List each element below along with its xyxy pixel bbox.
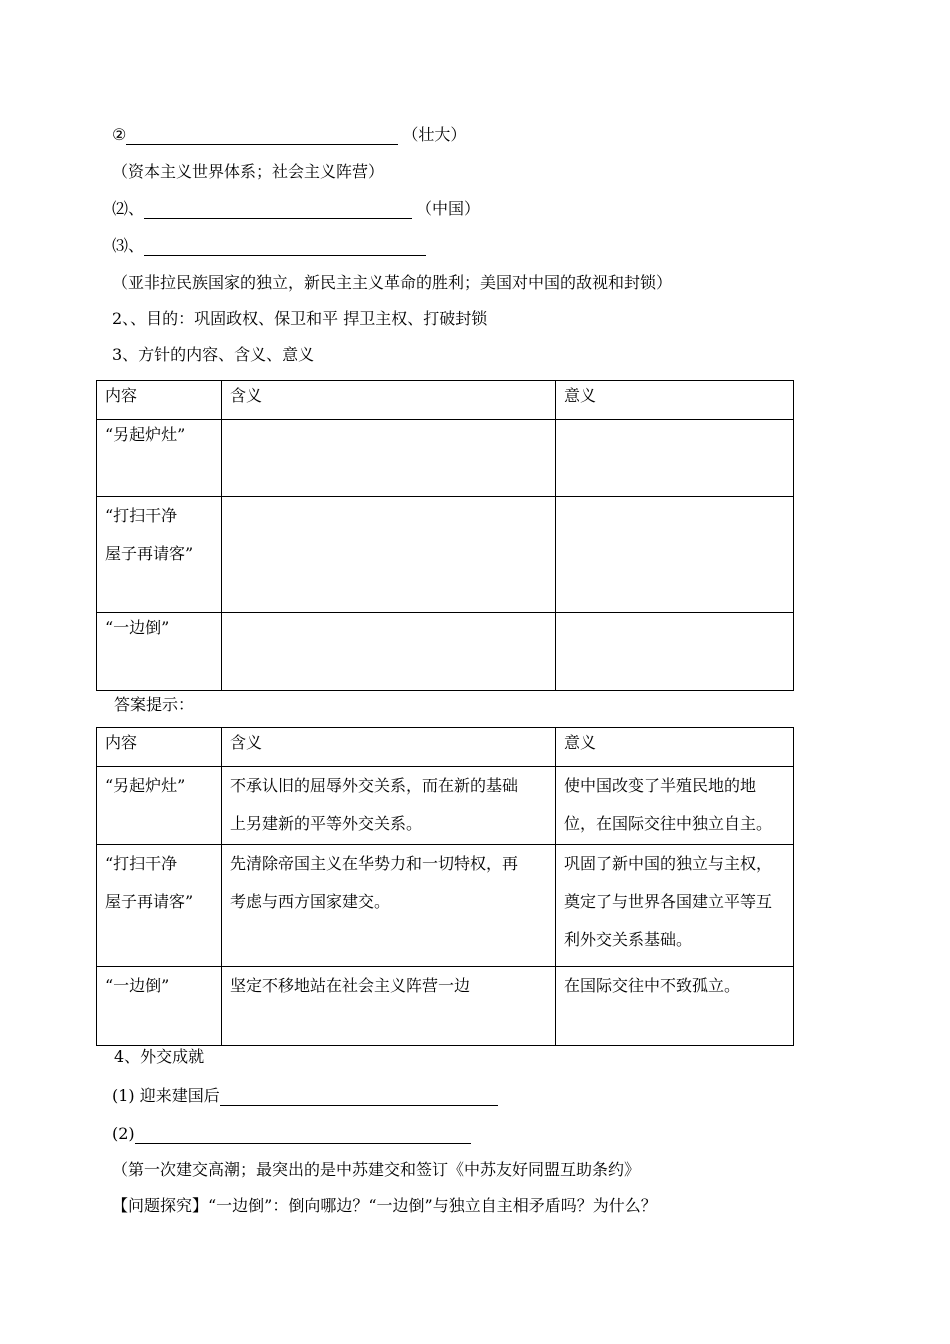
table1-header-content: 内容 <box>97 381 222 420</box>
policy-table-blank <box>96 380 794 691</box>
achievement-item-1-prefix: (1) 迎来建国后 <box>112 1086 220 1105</box>
table2-row2-content-l2: 屋子再请客” <box>105 892 194 911</box>
line-5 <box>112 273 672 293</box>
table2-row1-significance-l1: 使中国改变了半殖民地的地 <box>564 776 757 795</box>
achievements-note <box>112 1160 640 1180</box>
table1-row2-meaning-cell[interactable] <box>222 497 556 613</box>
line-2 <box>112 162 384 182</box>
table2-row3-significance <box>556 967 794 1046</box>
fill-blank-5[interactable] <box>135 1127 471 1144</box>
answer-hint-text: 答案提示： <box>114 695 195 714</box>
fill-blank-3[interactable] <box>144 239 426 256</box>
question-explore <box>112 1196 657 1216</box>
fill-blank-4[interactable] <box>220 1089 498 1106</box>
table2-row1-significance <box>556 767 794 845</box>
table2-row3-significance-text: 在国际交往中不致孤立。 <box>564 976 741 995</box>
achievements-title <box>114 1047 204 1067</box>
table2-header-content: 内容 <box>97 728 222 767</box>
table1-header-meaning: 含义 <box>222 381 556 420</box>
line-1-suffix: （壮大） <box>402 125 467 144</box>
table2-row1-content <box>97 767 222 845</box>
table2-row2-content <box>97 845 222 967</box>
achievements-title-text: 4、外交成就 <box>114 1047 205 1066</box>
question-explore-text: 【问题探究】“一边倒”：倒向哪边？“一边倒”与独立自主相矛盾吗？为什么？ <box>112 1196 657 1215</box>
line-6-text: 2、、目的：巩固政权、保卫和平 捍卫主权、打破封锁 <box>112 309 488 328</box>
table2-row3-content-text: “一边倒” <box>105 976 170 995</box>
table2-header-significance: 意义 <box>556 728 794 767</box>
achievement-item-2-prefix: (2) <box>112 1124 135 1143</box>
table2-header-meaning: 含义 <box>222 728 556 767</box>
table2-row2-significance <box>556 845 794 967</box>
fill-blank-1[interactable] <box>126 128 398 145</box>
table1-row2-content <box>97 497 222 613</box>
achievement-item-2 <box>112 1124 471 1144</box>
line-7 <box>112 345 314 365</box>
table1-row2-significance-cell[interactable] <box>556 497 794 613</box>
table2-row2-meaning <box>222 845 556 967</box>
table2-row2-significance-l3: 利外交关系基础。 <box>564 930 693 949</box>
line-3 <box>112 199 480 219</box>
table2-row2-significance-l1: 巩固了新中国的独立与主权， <box>564 854 773 873</box>
table1-row3-significance-cell[interactable] <box>556 613 794 691</box>
line-1 <box>112 125 466 145</box>
table2-row2-significance-l2: 奠定了与世界各国建立平等互 <box>564 892 773 911</box>
table2-row2-content-l1: “打扫干净 <box>105 854 178 873</box>
table2-row3-meaning-text: 坚定不移地站在社会主义阵营一边 <box>230 976 471 995</box>
table1-row1-meaning-cell[interactable] <box>222 420 556 497</box>
line-1-prefix: ② <box>112 125 127 144</box>
table1-row1-significance-cell[interactable] <box>556 420 794 497</box>
table2-row2-meaning-l1: 先清除帝国主义在华势力和一切特权，再 <box>230 854 519 873</box>
table2-row3-meaning <box>222 967 556 1046</box>
line-3-suffix: （中国） <box>416 199 481 218</box>
achievements-note-text: （第一次建交高潮；最突出的是中苏建交和签订《中苏友好同盟互助条约》 <box>112 1160 641 1179</box>
line-3-prefix: ⑵、 <box>112 199 145 218</box>
table2-row1-significance-l2: 位，在国际交往中独立自主。 <box>564 814 773 833</box>
table2-row1-meaning <box>222 767 556 845</box>
line-6 <box>112 309 487 329</box>
answer-hint <box>114 695 194 715</box>
line-2-text: （资本主义世界体系；社会主义阵营） <box>112 162 385 181</box>
table1-header-significance: 意义 <box>556 381 794 420</box>
line-4 <box>112 236 426 256</box>
fill-blank-2[interactable] <box>144 202 412 219</box>
table2-row2-meaning-l2: 考虑与西方国家建交。 <box>230 892 391 911</box>
line-4-prefix: ⑶、 <box>112 236 145 255</box>
table1-row1-content: “另起炉灶” <box>97 420 222 497</box>
achievement-item-1 <box>112 1086 498 1106</box>
policy-table-answers <box>96 727 794 1046</box>
table2-row1-content-text: “另起炉灶” <box>105 776 186 795</box>
table1-row3-content: “一边倒” <box>97 613 222 691</box>
line-5-text: （亚非拉民族国家的独立，新民主主义革命的胜利；美国对中国的敌视和封锁） <box>112 273 673 292</box>
table1-row2-content-line1: “打扫干净 <box>105 506 178 525</box>
table1-row2-content-line2: 屋子再请客” <box>105 544 194 563</box>
table1-row3-meaning-cell[interactable] <box>222 613 556 691</box>
line-7-text: 3、方针的内容、含义、意义 <box>112 345 315 364</box>
table2-row1-meaning-l2: 上另建新的平等外交关系。 <box>230 814 423 833</box>
table2-row3-content <box>97 967 222 1046</box>
table2-row1-meaning-l1: 不承认旧的屈辱外交关系，而在新的基础 <box>230 776 519 795</box>
